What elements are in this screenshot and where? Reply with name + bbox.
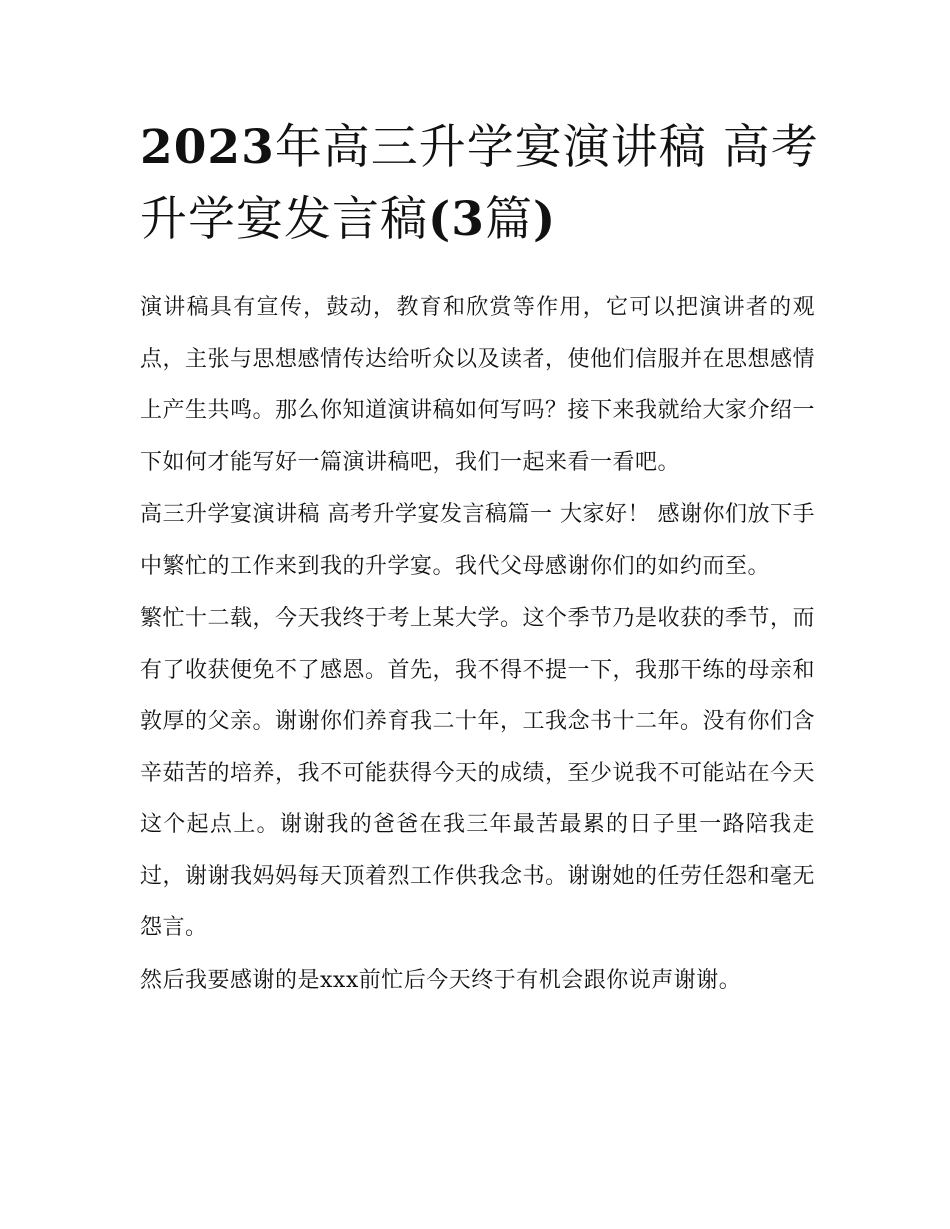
document-body bbox=[140, 282, 815, 1007]
paragraph-intro: 演讲稿具有宣传，鼓动，教育和欣赏等作用，它可以把演讲者的观点，主张与思想感情传达给听众以及读者，使他们信服并在思想感情上产生共鸣。那么你知道演讲稿如何写吗？接下来我就给大家介绍一下如何才能写好一篇演讲稿吧，我们一起来看一看吧。 bbox=[140, 295, 816, 475]
paragraph-gratitude-parents: 繁忙十二载，今天我终于考上某大学。这个季节乃是收获的季节，而有了收获便免不了感恩。首先，我不得不提一下，我那干练的母亲和敦厚的父亲。谢谢你们养育我二十年，工我念书十二年。没有你们含辛茹苦的培养，我不可能获得今天的成绩，至少说我不可能站在今天这个起点上。谢谢我的爸爸在我三年最苦最累的日子里一路陪我走过，谢谢我妈妈每天顶着烈工作供我念书。谢谢她的任劳任怨和毫无怨言。 bbox=[140, 606, 816, 940]
document-title: 2023年高三升学宴演讲稿 高考升学宴发言稿(3篇) bbox=[140, 120, 819, 247]
paragraph-gratitude-others: 然后我要感谢的是xxx前忙后今天终于有机会跟你说声谢谢。 bbox=[140, 967, 742, 993]
paragraph-greeting: 高三升学宴演讲稿 高考升学宴发言稿篇一 大家好！ 感谢你们放下手中繁忙的工作来到我的升学宴。我代父母感谢你们的如约而至。 bbox=[140, 502, 815, 579]
